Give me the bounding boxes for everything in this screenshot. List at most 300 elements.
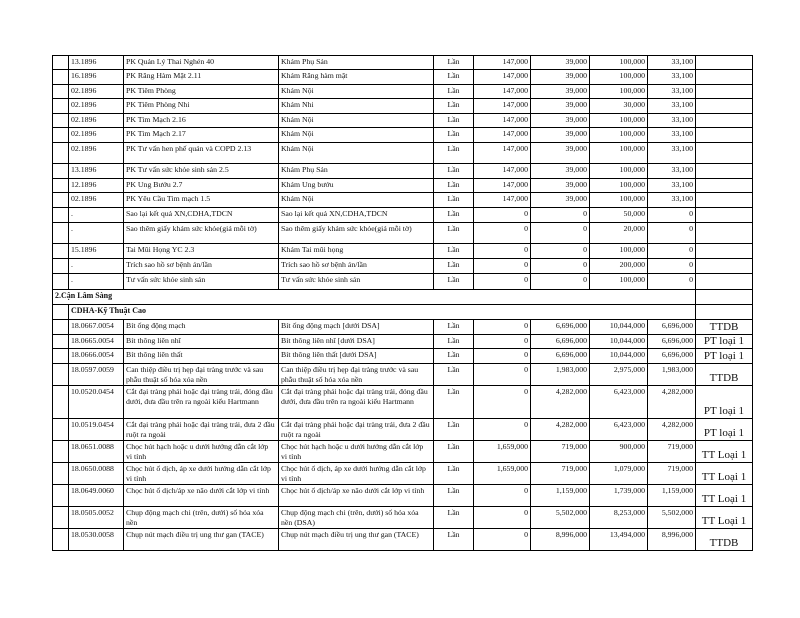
unit-cell [434, 335, 474, 349]
code-cell [69, 335, 124, 349]
type-cell [696, 507, 753, 529]
table-row [53, 364, 753, 386]
value-cell-text: 0 [524, 245, 528, 254]
code-cell-text: 18.0649.0060 [71, 486, 114, 495]
unit-cell-text: Lần [447, 530, 460, 539]
value-cell [531, 70, 590, 85]
value-cell-text: 33,100 [671, 129, 693, 138]
value-cell [590, 244, 648, 259]
value-cell-text: 8,996,000 [661, 530, 693, 539]
value-cell-text: 6,696,000 [555, 321, 587, 330]
value-cell-text: 0 [583, 245, 587, 254]
type-cell-text: TT Loại 1 [701, 471, 747, 483]
value-cell-text: 0 [524, 350, 528, 359]
value-cell-text: 6,696,000 [661, 336, 693, 345]
type-cell [696, 259, 753, 274]
value-cell-text: 0 [689, 260, 693, 269]
unit-cell-text: Lần [447, 321, 460, 330]
code-cell-text: 18.0505.0052 [71, 508, 114, 517]
value-cell-text: 100,000 [619, 129, 645, 138]
service-cell-text: Khám Răng hàm mặt [281, 71, 348, 80]
value-cell [531, 164, 590, 179]
service-cell [279, 208, 434, 223]
code-cell-text: . [71, 275, 73, 284]
value-cell [531, 507, 590, 529]
value-cell [590, 335, 648, 349]
table-row [53, 244, 753, 259]
value-cell [474, 164, 531, 179]
value-cell-text: 39,000 [565, 165, 587, 174]
unit-cell [434, 259, 474, 274]
name-cell [124, 463, 279, 485]
service-cell [279, 179, 434, 193]
value-cell [531, 259, 590, 274]
value-cell [590, 529, 648, 551]
value-cell [474, 529, 531, 551]
name-cell-text: Tai Mũi Họng YC 2.3 [126, 245, 195, 254]
code-cell-text: 02.1896 [71, 129, 97, 138]
service-cell-text: Khám Tai mũi họng [281, 245, 344, 254]
name-cell-text: Chọc hút hạch hoặc u dưới hướng dẫn cắt lớp vi tính [126, 442, 269, 461]
service-cell-text: Khám Ung bướu [281, 180, 334, 189]
code-cell [69, 114, 124, 128]
value-cell [474, 335, 531, 349]
value-cell [590, 143, 648, 164]
service-cell-text: Chọc hút ổ dịch, áp xe dưới hướng dẫn cắt lớp vi tính [281, 464, 426, 483]
type-cell [696, 441, 753, 463]
type-cell-text: TT Loại 1 [701, 515, 747, 527]
code-cell [69, 259, 124, 274]
service-cell [279, 529, 434, 551]
code-cell [69, 274, 124, 290]
unit-cell-text: Lần [447, 57, 460, 66]
value-cell-text: 0 [524, 209, 528, 218]
service-cell-text: Khám Nội [281, 144, 314, 153]
empty-cell [53, 114, 69, 128]
service-cell-text: Sao lại kết quả XN,CDHA,TDCN [281, 209, 388, 218]
type-cell [696, 99, 753, 114]
service-cell [279, 507, 434, 529]
value-cell [648, 419, 696, 441]
value-cell [648, 56, 696, 70]
value-cell [474, 208, 531, 223]
value-cell-text: 0 [689, 224, 693, 233]
value-cell [648, 349, 696, 364]
value-cell-text: 0 [524, 365, 528, 374]
value-cell-text: 100,000 [619, 71, 645, 80]
section-row [53, 290, 753, 305]
code-cell [69, 419, 124, 441]
code-cell-text: 15.1896 [71, 245, 97, 254]
value-cell-text: 900,000 [619, 442, 645, 451]
type-cell [696, 364, 753, 386]
code-cell [69, 320, 124, 335]
value-cell [531, 335, 590, 349]
value-cell-text: 39,000 [565, 180, 587, 189]
value-cell-text: 147,000 [502, 129, 528, 138]
empty-cell [53, 349, 69, 364]
unit-cell [434, 114, 474, 128]
value-cell [531, 485, 590, 507]
value-cell [531, 56, 590, 70]
table-row [53, 463, 753, 485]
service-cell-text: Bít thông liên thất [dưới DSA] [281, 350, 377, 359]
unit-cell [434, 419, 474, 441]
value-cell [648, 128, 696, 143]
value-cell [590, 99, 648, 114]
value-cell [531, 179, 590, 193]
unit-cell-text: Lần [447, 129, 460, 138]
value-cell-text: 0 [583, 260, 587, 269]
value-cell [648, 85, 696, 99]
unit-cell [434, 244, 474, 259]
empty-cell [53, 193, 69, 208]
value-cell-text: 0 [689, 209, 693, 218]
unit-cell-text: Lần [447, 442, 460, 451]
name-cell-text: PK Tim Mạch 2.16 [126, 115, 186, 124]
type-cell [696, 179, 753, 193]
unit-cell [434, 529, 474, 551]
value-cell [474, 143, 531, 164]
value-cell-text: 100,000 [619, 144, 645, 153]
name-cell [124, 85, 279, 99]
unit-cell [434, 70, 474, 85]
value-cell [590, 274, 648, 290]
unit-cell [434, 274, 474, 290]
name-cell [124, 364, 279, 386]
value-cell-text: 20,000 [623, 224, 645, 233]
service-cell [279, 223, 434, 244]
code-cell [69, 507, 124, 529]
value-cell [474, 349, 531, 364]
value-cell [648, 529, 696, 551]
value-cell [474, 441, 531, 463]
service-cell [279, 485, 434, 507]
name-cell [124, 223, 279, 244]
value-cell-text: 6,696,000 [555, 336, 587, 345]
value-cell-text: 8,996,000 [555, 530, 587, 539]
empty-cell [53, 223, 69, 244]
value-cell [474, 85, 531, 99]
name-cell-text: Trích sao hồ sơ bệnh án/lần [126, 260, 212, 269]
name-cell-text: Bít thông liên nhĩ [126, 336, 181, 345]
unit-cell-text: Lần [447, 420, 460, 429]
value-cell [648, 335, 696, 349]
value-cell-text: 5,502,000 [661, 508, 693, 517]
code-cell [69, 85, 124, 99]
name-cell-text: PK Tim Mạch 2.17 [126, 129, 186, 138]
service-cell [279, 244, 434, 259]
value-cell-text: 2,975,000 [613, 365, 645, 374]
value-cell-text: 0 [583, 209, 587, 218]
service-cell [279, 259, 434, 274]
type-cell [696, 244, 753, 259]
service-cell-text: Cắt đại tràng phải hoặc đại tràng trái, đưa 2 đầu ruột ra ngoài [281, 420, 430, 439]
code-cell [69, 193, 124, 208]
name-cell-text: PK Tư vấn sức khỏe sinh sản 2.5 [126, 165, 229, 174]
value-cell-text: 147,000 [502, 57, 528, 66]
value-cell [648, 507, 696, 529]
code-cell [69, 70, 124, 85]
table-row [53, 128, 753, 143]
table-row [53, 164, 753, 179]
type-cell-text: PT loại 1 [703, 350, 745, 362]
value-cell [648, 164, 696, 179]
value-cell [648, 70, 696, 85]
name-cell [124, 320, 279, 335]
value-cell-text: 33,100 [671, 57, 693, 66]
unit-cell [434, 349, 474, 364]
service-cell-text: Khám Phụ Sản [281, 57, 328, 66]
code-cell [69, 441, 124, 463]
value-cell [590, 364, 648, 386]
value-cell-text: 33,100 [671, 86, 693, 95]
code-cell-text: 10.0519.0454 [71, 420, 114, 429]
price-table [52, 55, 753, 551]
unit-cell-text: Lần [447, 115, 460, 124]
value-cell-text: 33,100 [671, 194, 693, 203]
type-cell [696, 114, 753, 128]
value-cell [474, 56, 531, 70]
value-cell-text: 0 [524, 224, 528, 233]
service-cell [279, 364, 434, 386]
unit-cell [434, 128, 474, 143]
value-cell-text: 100,000 [619, 57, 645, 66]
table-row [53, 70, 753, 85]
value-cell [590, 223, 648, 244]
service-cell [279, 128, 434, 143]
service-cell-text: Cắt đại tràng phải hoặc đại tràng trái, đóng đầu dưới, đưa đầu trên ra ngoài kiểu Hartmann [281, 387, 428, 406]
type-cell-text: TTDB [709, 537, 739, 549]
service-cell-text: Chụp động mạch chi (trên, dưới) số hóa xóa nền (DSA) [281, 508, 419, 527]
service-cell-text: Khám Nội [281, 86, 314, 95]
unit-cell-text: Lần [447, 508, 460, 517]
empty-cell [53, 164, 69, 179]
value-cell [590, 56, 648, 70]
value-cell-text: 6,423,000 [613, 387, 645, 396]
value-cell-text: 200,000 [619, 260, 645, 269]
value-cell-text: 147,000 [502, 194, 528, 203]
code-cell-text: 10.0520.0454 [71, 387, 114, 396]
name-cell [124, 349, 279, 364]
name-cell-text: PK Tiêm Phòng Nhi [126, 100, 190, 109]
name-cell [124, 99, 279, 114]
code-cell-text: 13.1896 [71, 57, 97, 66]
empty-cell [53, 56, 69, 70]
code-cell-text: 12.1896 [71, 180, 97, 189]
value-cell [531, 274, 590, 290]
name-cell-text: Can thiệp điều trị hẹp đại tràng trước và sau phẫu thuật số hóa xóa nền [126, 365, 264, 384]
value-cell-text: 39,000 [565, 115, 587, 124]
value-cell [531, 193, 590, 208]
type-cell [696, 85, 753, 99]
unit-cell [434, 507, 474, 529]
type-cell [696, 56, 753, 70]
code-cell-text: 18.0597.0059 [71, 365, 114, 374]
code-cell [69, 179, 124, 193]
value-cell-text: 13,494,000 [609, 530, 645, 539]
value-cell [590, 208, 648, 223]
code-cell-text: 18.0651.0088 [71, 442, 114, 451]
value-cell-text: 1,659,000 [496, 464, 528, 473]
unit-cell-text: Lần [447, 209, 460, 218]
unit-cell-text: Lần [447, 275, 460, 284]
value-cell-text: 0 [583, 224, 587, 233]
unit-cell-text: Lần [447, 71, 460, 80]
name-cell-text: Bít ống động mạch [126, 321, 186, 330]
table-row [53, 223, 753, 244]
unit-cell-text: Lần [447, 486, 460, 495]
name-cell-text: PK Tiêm Phòng [126, 86, 176, 95]
empty-cell [53, 335, 69, 349]
value-cell [590, 441, 648, 463]
unit-cell [434, 143, 474, 164]
value-cell [531, 463, 590, 485]
value-cell [531, 529, 590, 551]
empty-cell [53, 485, 69, 507]
value-cell [531, 320, 590, 335]
value-cell-text: 147,000 [502, 180, 528, 189]
name-cell [124, 386, 279, 419]
name-cell-text: Sao lại kết quả XN,CDHA,TDCN [126, 209, 233, 218]
value-cell-text: 147,000 [502, 115, 528, 124]
unit-cell-text: Lần [447, 464, 460, 473]
value-cell-text: 33,100 [671, 100, 693, 109]
value-cell-text: 4,282,000 [661, 387, 693, 396]
value-cell [648, 274, 696, 290]
name-cell [124, 259, 279, 274]
value-cell [590, 463, 648, 485]
value-cell [648, 244, 696, 259]
code-cell-text: 02.1896 [71, 194, 97, 203]
value-cell [590, 259, 648, 274]
table-row [53, 208, 753, 223]
service-cell [279, 193, 434, 208]
type-cell-text: TTDB [709, 372, 739, 384]
value-cell [531, 441, 590, 463]
unit-cell [434, 364, 474, 386]
value-cell-text: 1,983,000 [661, 365, 693, 374]
service-cell [279, 463, 434, 485]
unit-cell-text: Lần [447, 350, 460, 359]
value-cell [531, 128, 590, 143]
code-cell [69, 463, 124, 485]
empty-cell [53, 85, 69, 99]
value-cell [474, 364, 531, 386]
unit-cell [434, 223, 474, 244]
value-cell-text: 719,000 [667, 464, 693, 473]
empty-cell [53, 70, 69, 85]
value-cell [648, 179, 696, 193]
value-cell-text: 0 [524, 530, 528, 539]
value-cell [531, 85, 590, 99]
code-cell [69, 349, 124, 364]
value-cell [590, 193, 648, 208]
unit-cell-text: Lần [447, 100, 460, 109]
value-cell-text: 0 [524, 508, 528, 517]
type-cell [696, 70, 753, 85]
value-cell-text: 10,044,000 [609, 336, 645, 345]
unit-cell-text: Lần [447, 387, 460, 396]
code-cell [69, 143, 124, 164]
value-cell [474, 507, 531, 529]
name-cell-text: PK Quản Lý Thai Nghén 40 [126, 57, 214, 66]
value-cell-text: 1,159,000 [661, 486, 693, 495]
empty-cell [53, 179, 69, 193]
value-cell-text: 50,000 [623, 209, 645, 218]
code-cell [69, 529, 124, 551]
service-cell [279, 143, 434, 164]
table-row [53, 259, 753, 274]
value-cell [531, 386, 590, 419]
table-row [53, 85, 753, 99]
value-cell-text: 719,000 [667, 442, 693, 451]
empty-cell [53, 364, 69, 386]
unit-cell [434, 320, 474, 335]
value-cell [648, 193, 696, 208]
unit-cell-text: Lần [447, 144, 460, 153]
name-cell-text: Chụp nút mạch điều trị ung thư gan (TACE) [126, 530, 264, 539]
value-cell [590, 485, 648, 507]
value-cell [590, 386, 648, 419]
table-row [53, 349, 753, 364]
value-cell [648, 99, 696, 114]
service-cell-text: Khám Phụ Sản [281, 165, 328, 174]
table-row [53, 386, 753, 419]
type-cell [696, 349, 753, 364]
subsection-heading-text: CDHA-Kỹ Thuật Cao [71, 306, 146, 315]
code-cell-text: . [71, 209, 73, 218]
service-cell [279, 349, 434, 364]
value-cell-text: 4,282,000 [555, 420, 587, 429]
service-cell-text: Tư vấn sức khỏe sinh sản [281, 275, 361, 284]
table-row [53, 193, 753, 208]
name-cell [124, 419, 279, 441]
empty-cell [53, 419, 69, 441]
value-cell [648, 463, 696, 485]
value-cell-text: 10,044,000 [609, 321, 645, 330]
empty-cell [53, 529, 69, 551]
empty-cell [53, 441, 69, 463]
unit-cell [434, 441, 474, 463]
table-row [53, 419, 753, 441]
value-cell-text: 100,000 [619, 245, 645, 254]
value-cell [648, 364, 696, 386]
type-cell [696, 208, 753, 223]
value-cell [648, 485, 696, 507]
value-cell-text: 100,000 [619, 86, 645, 95]
name-cell-text: Cắt đại tràng phải hoặc đại tràng trái, đưa 2 đầu ruột ra ngoài [126, 420, 275, 439]
value-cell-text: 0 [524, 260, 528, 269]
unit-cell [434, 99, 474, 114]
name-cell [124, 485, 279, 507]
table-row [53, 335, 753, 349]
unit-cell [434, 179, 474, 193]
type-cell [696, 193, 753, 208]
name-cell [124, 164, 279, 179]
code-cell [69, 485, 124, 507]
value-cell-text: 5,502,000 [555, 508, 587, 517]
type-cell [696, 143, 753, 164]
value-cell-text: 6,696,000 [661, 350, 693, 359]
value-cell-text: 0 [689, 275, 693, 284]
unit-cell [434, 85, 474, 99]
name-cell-text: PK Răng Hàm Mặt 2.11 [126, 71, 202, 80]
value-cell [474, 419, 531, 441]
name-cell [124, 193, 279, 208]
value-cell [531, 99, 590, 114]
service-cell-text: Sao thêm giấy khám sức khỏe(giá mỗi tờ) [281, 224, 412, 233]
